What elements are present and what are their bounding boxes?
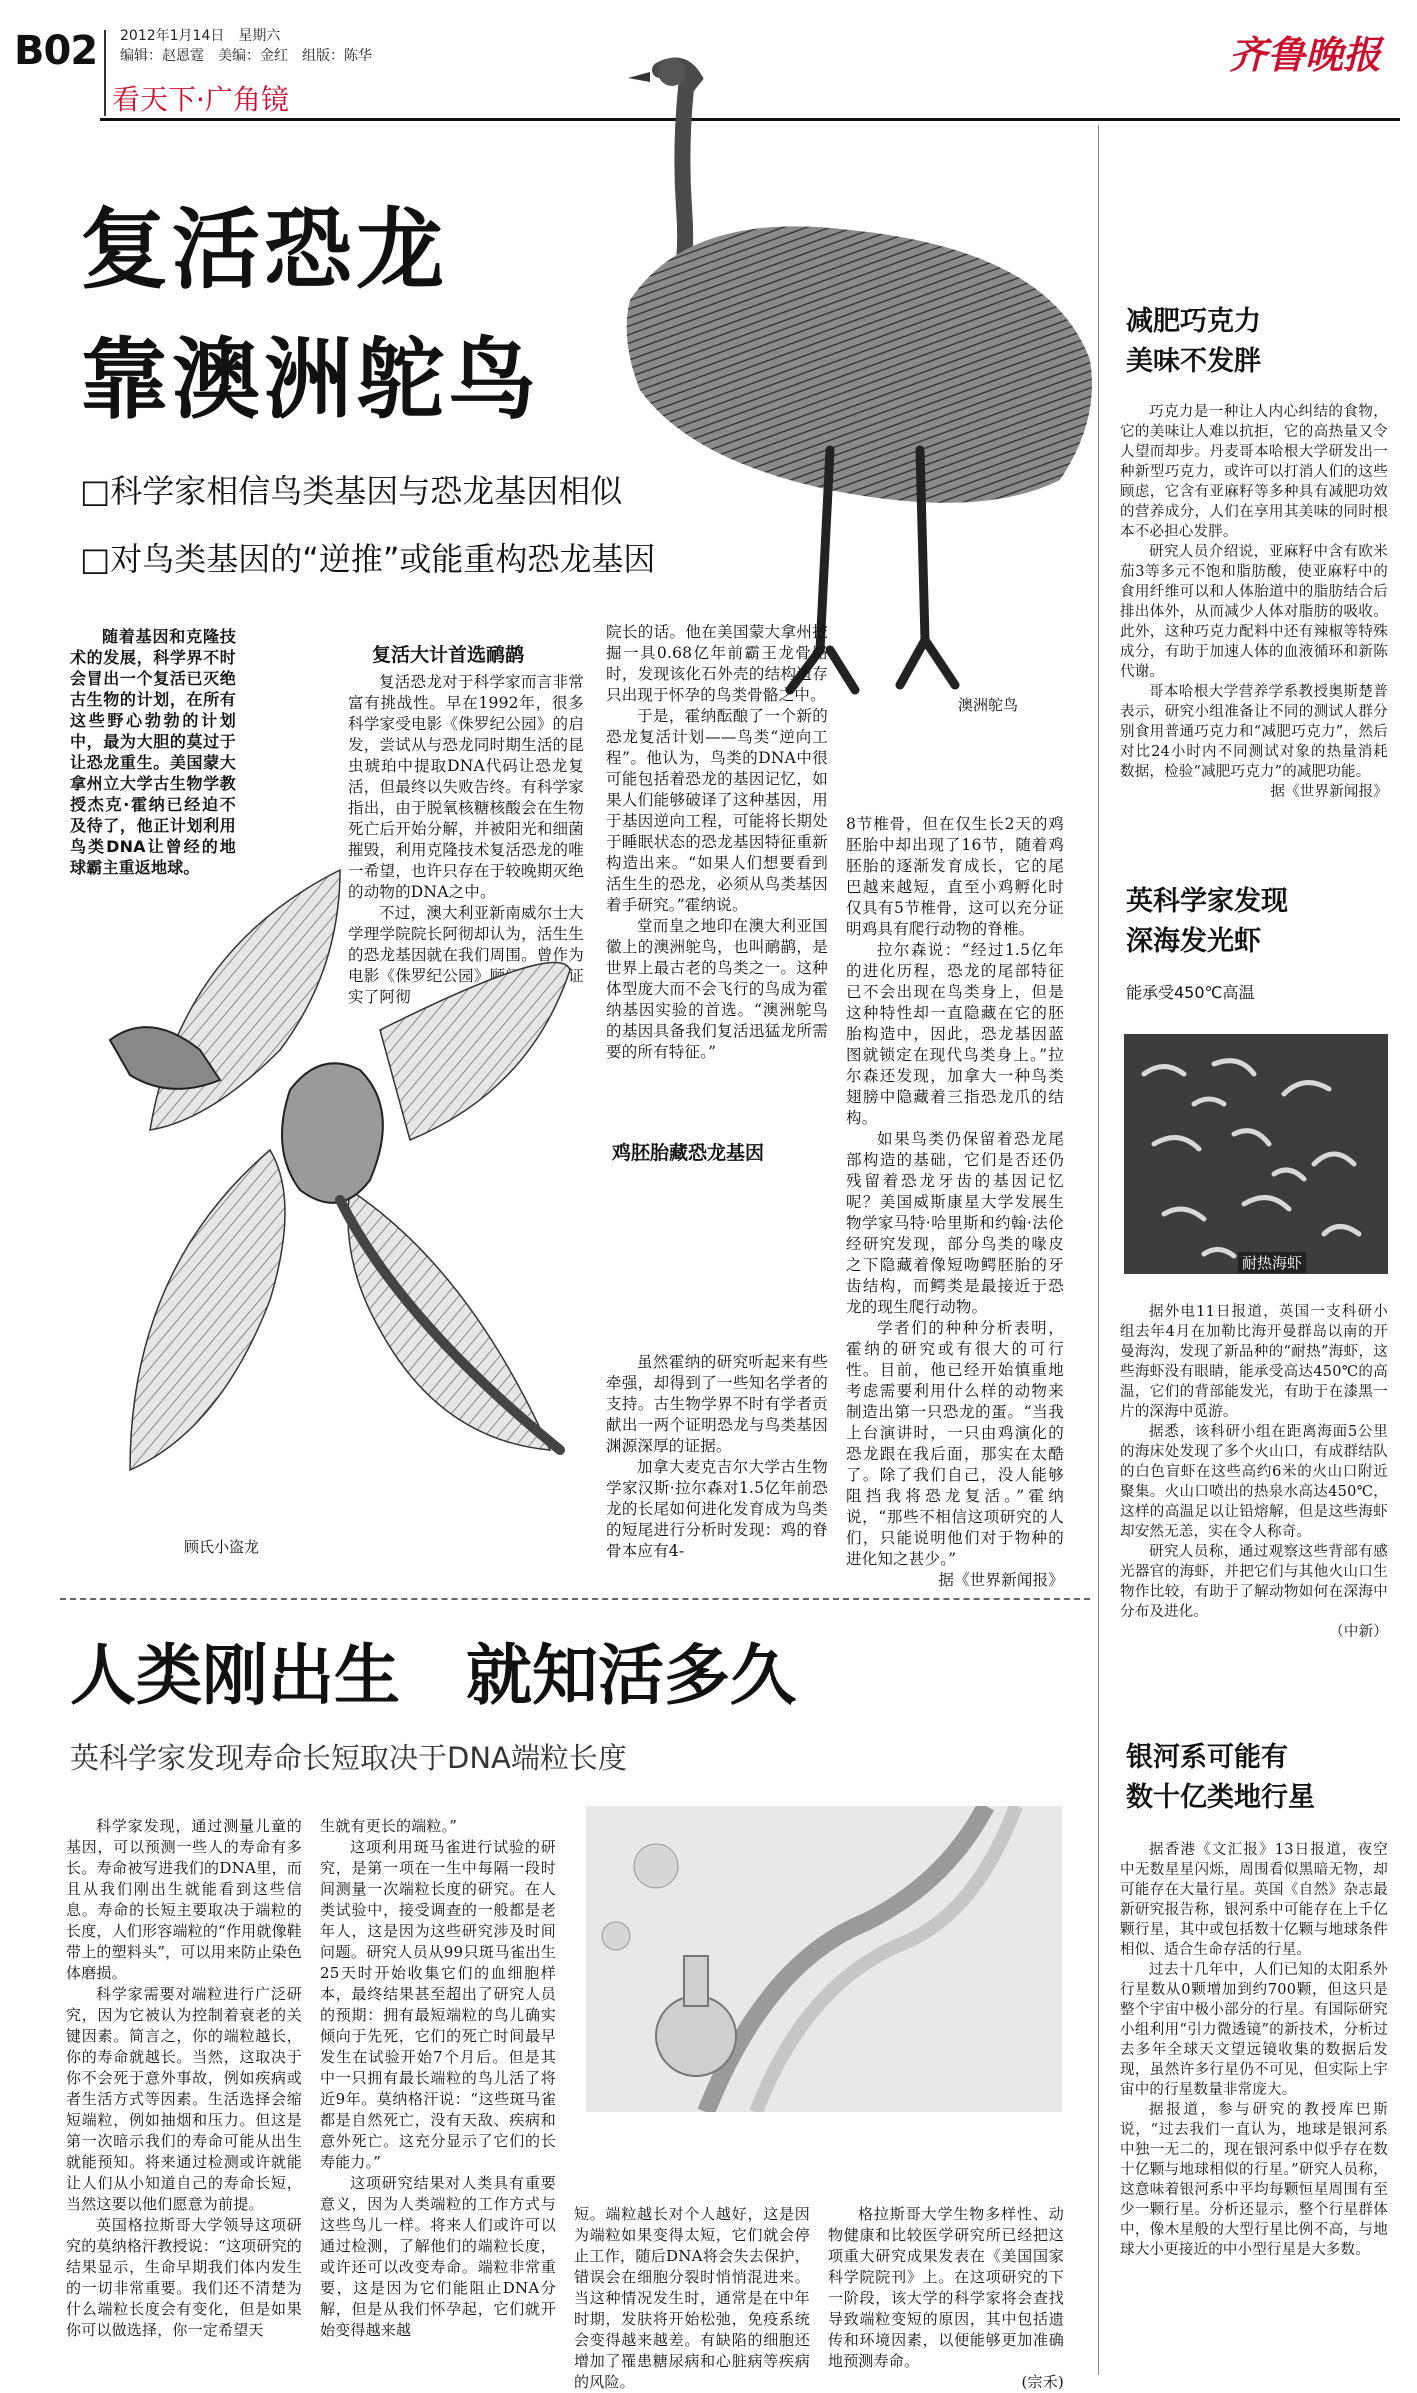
shrimp-photo	[1124, 1034, 1388, 1274]
story1-headline-1: 复活恐龙	[80, 198, 449, 301]
brand-logo: 齐鲁晚报	[1228, 32, 1381, 77]
paragraph: 据外电11日报道，英国一支科研小组去年4月在加勒比海开曼群岛以南的开曼海沟，发现了新品种的“耐热”海虾，这些海虾没有眼睛，能承受高达450℃的高温，它们的背部能发光，有助于在漆黑一片的深海中觅游。	[1120, 1304, 1388, 1420]
side2-title-1: 英科学家发现	[1126, 886, 1288, 917]
story1-headline-2: 靠澳洲鸵鸟	[80, 328, 541, 431]
microraptor-illustration	[40, 830, 600, 1550]
paragraph: 生就有更长的端粒。”	[320, 1817, 458, 1835]
story2-col3	[574, 2204, 810, 2393]
lead-paragraph: 随着基因和克隆技术的发展，科学界不时会冒出一个复活已灭绝古生物的计划，在所有这些野心勃勃的计划中，最为大胆的莫过于让恐龙重生。美国蒙大拿州立大学古生物学教授杰克·霍纳已经迫不及待了，他正计划利用鸟类DNA让曾经的地球霸主重返地球。	[70, 627, 236, 877]
paragraph: 院长的话。他在美国蒙大拿州挖掘一具0.68亿年前霸王龙骨骼时，发现该化石外壳的结构遗存只出现于怀孕的鸟类骨骼之中。	[606, 623, 828, 704]
paragraph: 据香港《文汇报》13日报道，夜空中无数星星闪烁，周围看似黑暗无物，却可能存在大量行星。英国《自然》杂志最新研究报告称，银河系中可能存在上千亿颗行星，其中或包括数十亿颗与地球条件相似、适合生命存活的行星。	[1120, 1842, 1388, 1958]
editors-line: 编辑：赵恩霆 美编：金红 组版：陈华	[120, 48, 372, 64]
paragraph: 研究人员介绍说，亚麻籽中含有欧米茄3等多元不饱和脂肪酸，使亚麻籽中的食用纤维可以和人体胎道中的脂肪结合后排出体外，从而减少人体对脂肪的吸收。此外，这种巧克力配料中还有辣椒等特殊成分，有助于加速人体的血液循环和新陈代谢。	[1120, 544, 1388, 680]
subhead-chicken: 鸡胚胎藏恐龙基因	[612, 1142, 765, 1164]
paragraph: 拉尔森说：“经过1.5亿年的进化历程，恐龙的尾部特征已不会出现在鸟类身上，但是这种特性却一直隐藏在它的胚胎构造中，因此，恐龙基因蓝图就锁定在现代鸟类身上。”拉尔森还发现，加拿大一种鸟类翅膀中隐藏着三指恐龙爪的结构。	[846, 941, 1064, 1127]
paragraph: 据悉，该科研小组在距离海面5公里的海床处发现了多个火山口，有成群结队的白色盲虾在这些高约6米的火山口附近聚集。火山口喷出的热泉水高达450℃，这样的高温足以让铅熔解，但是这些海虾却安然无恙，实在令人称奇。	[1120, 1424, 1388, 1540]
side1-title-2: 美味不发胖	[1126, 346, 1261, 377]
dna-illustration	[586, 1806, 1062, 2112]
subhead-emu: 复活大计首选鸸鹋	[372, 644, 525, 666]
paragraph: 如果鸟类仍保留着恐龙尾部构造的基础，它们是否还仍残留着恐龙牙齿的基因记忆呢？美国威斯康星大学发展生物学家马特·哈里斯和约翰·法伦经研究发现，部分鸟类的喙皮之下隐藏着像短吻鳄胚胎的牙齿结构，而鳄类是最接近于恐龙的现生爬行动物。	[846, 1130, 1064, 1316]
emu-caption: 澳洲鸵鸟	[958, 696, 1019, 714]
page-number: B02	[14, 28, 98, 74]
side3-title-2: 数十亿类地行星	[1126, 1782, 1315, 1813]
paragraph: 哥本哈根大学营养学系教授奥斯楚普表示，研究小组准备让不同的测试人群分别食用普通巧克力和“减肥巧克力”，然后对比24小时内不同测试对象的热量消耗数据，检验“减肥巧克力”的减肥功能。	[1120, 684, 1388, 780]
story2-col4	[828, 2204, 1064, 2393]
paragraph: 虽然霍纳的研究听起来有些牵强，却得到了一些知名学者的支持。古生物学界不时有学者贡献出一两个证明恐龙与鸟类基因渊源深厚的证据。	[606, 1353, 828, 1455]
side3-title	[1126, 1738, 1315, 1818]
story2-headline: 人类刚出生 就知活多久	[70, 1637, 796, 1714]
side1-source: 据《世界新闻报》	[1270, 784, 1388, 800]
microraptor-caption: 顾氏小盗龙	[184, 1538, 260, 1556]
header-meta	[120, 26, 372, 66]
paragraph: 于是，霍纳酝酿了一个新的恐龙复活计划——鸟类“逆向工程”。他认为，鸟类的DNA中很可能包括着恐龙的基因记忆，如果人们能够破译了这种基因，用于基因逆向工程，可能将长期处于睡眠状态的恐龙基因特征重新构造出来。“如果人们想要看到活生生的恐龙，必须从鸟类基因着手研究。”霍纳说。	[606, 707, 828, 914]
paragraph: 科学家需要对端粒进行广泛研究，因为它被认为控制着衰老的关键因素。简言之，你的端粒越长，你的寿命就越长。当然，这取决于你不会死于意外事故，例如疾病或者生活方式等因素。生活选择会缩短端粒，例如抽烟和压力。但这是第一次暗示我们的寿命可能从出生就能预知。将来通过检测或许就能让人们从小知道自己的寿命长短，当然这要以他们愿意为前提。	[66, 1985, 302, 2213]
paragraph: 加拿大麦克吉尔大学古生物学家汉斯·拉尔森对1.5亿年前恐龙的长尾如何进化发育成为鸟类的短尾进行分析时发现：鸡的脊骨本应有4-	[606, 1458, 828, 1560]
paragraph: 复活恐龙对于科学家而言非常富有挑战性。早在1992年，很多科学家受电影《侏罗纪公园》的启发，尝试从与恐龙同时期生活的昆虫琥珀中提取DNA代码让恐龙复活，但最终以失败告终。有科学家指出，由于脱氧核糖核酸会在生物死亡后开始分解，并被阳光和细菌摧毁，利用克隆技术复活恐龙的唯一希望，也许只存在于较晚期灭绝的动物的DNA之中。	[348, 673, 584, 901]
paragraph: 短。端粒越长对个人越好，这是因为端粒如果变得太短，它们就会停止工作，随后DNA将会失去保护，错误会在细胞分裂时悄悄混进来。当这种情况发生时，通常是在中年时期，发肤将开始松弛，免疫系统会变得越来越差。有缺陷的细胞还增加了罹患糖尿病和心脏病等疾病的风险。	[574, 2205, 810, 2391]
paragraph: 研究人员称，通过观察这些背部有感光器官的海虾，并把它们与其他火山口生物作比较，有助于了解动物如何在深海中分布及进化。	[1120, 1544, 1388, 1620]
right-column-rule	[1098, 125, 1099, 2375]
paragraph: 巧克力是一种让人内心纠结的食物，它的美味让人难以抗拒，它的高热量又令人望而却步。丹麦哥本哈根大学研发出一种新型巧克力，或许可以打消人们的这些顾虑，它含有亚麻籽等多种具有减肥功效的营养成分，人们在享用其美味的同时根本不必担心发胖。	[1120, 404, 1388, 540]
story1-col3	[606, 622, 828, 1063]
side2-title-2: 深海发光虾	[1126, 926, 1261, 957]
story1-source: 据《世界新闻报》	[938, 1571, 1064, 1589]
side1-title-1: 减肥巧克力	[1126, 306, 1261, 337]
section-title: 看天下·广角镜	[112, 83, 289, 116]
shrimp-caption: 耐热海虾	[1238, 1252, 1306, 1273]
side2-source: （中新）	[1329, 1624, 1388, 1640]
paragraph: 格拉斯哥大学生物多样性、动物健康和比较医学研究所已经把这项重大研究成果发表在《美国国家科学院院刊》上。在这项研究的下一阶段，该大学的科学家将会查找导致端粒变短的原因，其中包括遗传和环境因素，以便能够更加准确地预测寿命。	[828, 2205, 1064, 2370]
header-divider	[104, 30, 106, 116]
paragraph: 学者们的种种分析表明，霍纳的研究或有很大的可行性。目前，他已经开始慎重地考虑需要利用什么样的动物来制造出第一只恐龙的蛋。“当我上台演讲时，一只由鸡演化的恐龙跟在我后面，那实在太酷了。除了我们自己，没人能够阻挡我将恐龙复活。”霍纳说，“那些不相信这项研究的人们，只能说明他们对于物种的进化知之甚少。”	[846, 1319, 1064, 1568]
section-divider	[60, 1598, 1090, 1600]
side1-body	[1120, 402, 1388, 802]
story2-subtitle: 英科学家发现寿命长短取决于DNA端粒长度	[70, 1741, 627, 1775]
paragraph: 科学家发现，通过测量儿童的基因，可以预测一些人的寿命有多长。寿命被写进我们的DNA里，而且从我们刚出生就能看到这些信息。寿命的长短主要取决于端粒的长度，人们形容端粒的“作用就像鞋带上的塑料头”，可以用来防止染色体磨损。	[66, 1817, 302, 1982]
story1-col4	[846, 814, 1064, 1591]
paragraph: 据报道，参与研究的教授库巴斯说，“过去我们一直认为，地球是银河系中独一无二的，现在银河系中似乎存在数十亿颗与地球相似的行星。”研究人员称，这意味着银河系中平均每颗恒星周围有至少一颗行星。分析还显示，整个行星群体中，像木星般的大型行星比例不高，与地球大小更接近的中小型行星是大多数。	[1120, 2102, 1388, 2258]
paragraph: 不过，澳大利亚新南威尔士大学理学院院长阿彻却认为，活生生的恐龙基因就在我们周围。曾作为电影《侏罗纪公园》顾问的霍纳证实了阿彻	[348, 904, 584, 1006]
side2-body	[1120, 1302, 1388, 1642]
story1-subtitle-1: □科学家相信鸟类基因与恐龙基因相似	[80, 472, 623, 510]
story2-col1	[66, 1816, 302, 2341]
paragraph: 这项研究结果对人类具有重要意义，因为人类端粒的工作方式与这些鸟儿一样。将来人们或许可以通过检测，了解他们的端粒长度，或许还可以改变寿命。端粒非常重要，这是因为它们能阻止DNA分解，但是从我们怀孕起，它们就开始变得越来越	[320, 2174, 556, 2339]
paragraph: 过去十几年中，人们已知的太阳系外行星数从0颗增加到约700颗，但这只是整个宇宙中极小部分的行星。有国际研究小组利用“引力微透镜”的新技术，分析过去多年全球天文望远镜收集的数据后发现，虽然许多行星仍不可见，但实际上宇宙中的行星数量非常庞大。	[1120, 1962, 1388, 2098]
emu-illustration	[590, 50, 1130, 710]
side2-subtitle: 能承受450℃高温	[1126, 983, 1255, 1002]
paragraph: 这项利用斑马雀进行试验的研究，是第一项在一生中每隔一段时间测量一次端粒长度的研究。在人类试验中，接受调查的一般都是老年人，这是因为这些研究涉及时间问题。研究人员从99只斑马雀出生25天时开始收集它们的血细胞样本，最终结果甚至超出了研究人员的预期：拥有最短端粒的鸟儿确实倾向于先死，它们的死亡时间最早发生在试验开始7个月后。但是其中一只拥有最长端粒的鸟儿活了将近9年。莫纳格汗说：“这些斑马雀都是自然死亡，没有天敌、疾病和意外死亡。这充分显示了它们的长寿能力。”	[320, 1838, 556, 2171]
date-line: 2012年1月14日 星期六	[120, 28, 281, 44]
story1-subtitle-2: □对鸟类基因的“逆推”或能重构恐龙基因	[80, 540, 656, 578]
side1-title	[1126, 302, 1261, 382]
side3-body	[1120, 1840, 1388, 2260]
side3-title-1: 银河系可能有	[1126, 1742, 1288, 1773]
side2-title	[1126, 882, 1288, 962]
story1-col3-lower	[606, 1352, 828, 1562]
paragraph: 堂而皇之地印在澳大利亚国徽上的澳洲鸵鸟，也叫鸸鹋，是世界上最古老的鸟类之一。这种体型庞大而不会飞行的鸟成为霍纳基因实验的首选。“澳洲鸵鸟的基因具备我们复活迅猛龙所需要的所有特征。”	[606, 917, 828, 1061]
story2-col2	[320, 1816, 556, 2341]
paragraph: 8节椎骨，但在仅生长2天的鸡胚胎中却出现了16节，随着鸡胚胎的逐渐发育成长，它的尾巴越来越短，直至小鸡孵化时仅具有5节椎骨，这可以充分证明鸡具有爬行动物的脊椎。	[846, 815, 1064, 938]
paragraph: 英国格拉斯哥大学领导这项研究的莫纳格汗教授说：“这项研究的结果显示，生命早期我们体内发生的一切非常重要。我们还不清楚为什么端粒长度会有变化，但是如果你可以做选择，你一定希望天	[66, 2216, 302, 2339]
story2-source: (宗禾)	[1021, 2373, 1064, 2391]
